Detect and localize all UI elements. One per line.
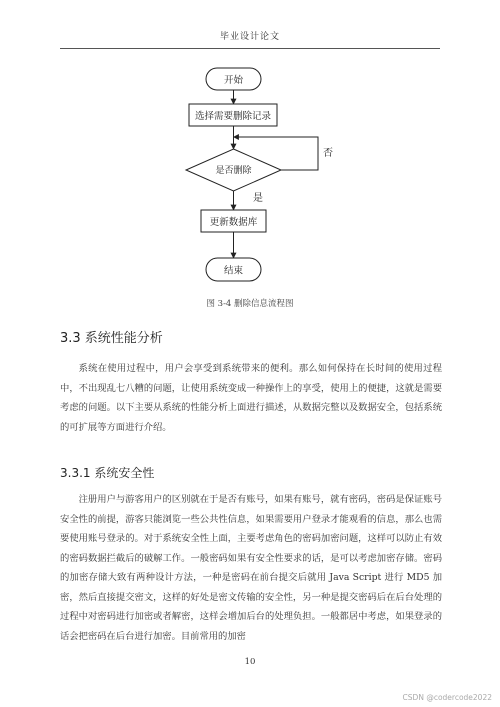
watermark-text: CSDN @codercode2022 — [402, 693, 492, 702]
section-paragraph: 系统在使用过程中，用户会享受到系统带来的便利。那么如何保持在长时间的使用过程中，不出现乱七八糟的问题，让使用系统变成一种操作上的享受，使用上的便捷，这就是需要考虑的问题。以下主要从系统的性能分析上面进行描述，从数据完整以及数据安全，包括系统的可扩展等方面进行介绍。 — [60, 363, 442, 433]
select-record-label: 选择需要删除记录 — [194, 111, 272, 122]
subsection-paragraph: 注册用户与游客用户的区别就在于是否有账号，如果有账号，就有密码，密码是保证账号安全性的前提，游客只能浏览一些公共性信息，如果需要用户登录才能观看的信息，那么也需要使用账号登录的。对于系统安全性上面，主要考虑角色的密码加密问题，这样可以防止有效的密码数据拦截后的破解工作。一般密码如果有安全性要求的话，是可以考虑加密存储。密码的加密存储大致有两种设计方法，一种是密码在前台提交后就用 Java Script 进行 MD5 加密，然后直接提交密文，这样的好处是密文传输的安全性，另一种是提交密码后在后台处理的过程中对密码进行加密或者解密，这样会增加后台的处理负担。一般都居中考虑，如果登录的话会把密码在后台进行加密。目前常用的加密 — [60, 494, 442, 642]
decision-label: 是否删除 — [215, 166, 252, 176]
update-db-label: 更新数据库 — [209, 217, 258, 228]
yes-label: 是 — [253, 193, 263, 204]
page-number: 10 — [244, 657, 256, 667]
end-label: 结束 — [223, 265, 244, 277]
no-label: 否 — [323, 148, 333, 159]
start-label: 开始 — [223, 75, 244, 86]
figure-caption: 图 3-4 删除信息流程图 — [206, 299, 294, 309]
section-heading: 3.3 系统性能分析 — [60, 331, 163, 346]
page-header-title: 毕业设计论文 — [219, 32, 280, 42]
subsection-heading: 3.3.1 系统安全性 — [60, 466, 155, 480]
flowchart — [0, 0, 500, 300]
